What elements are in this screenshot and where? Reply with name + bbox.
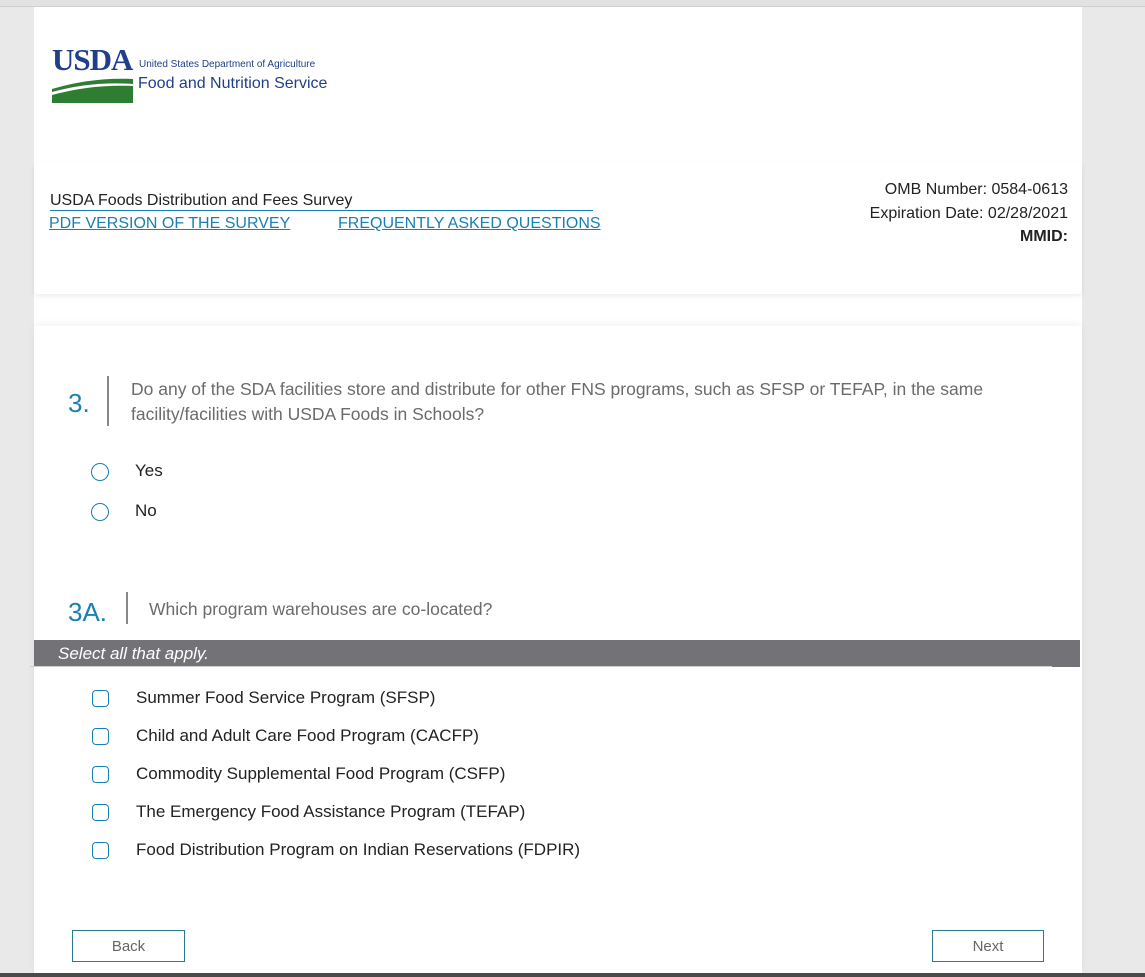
logo-department: United States Department of Agriculture (139, 59, 316, 70)
option-cacfp[interactable] (92, 728, 612, 754)
option-tefap[interactable] (92, 804, 612, 830)
option-label: Yes (135, 461, 163, 480)
fdpir-checkbox[interactable] (92, 842, 109, 859)
pdf-version-link[interactable]: PDF VERSION OF THE SURVEY (49, 215, 291, 232)
option-fdpir[interactable] (92, 842, 652, 868)
expiration-date: Expiration Date: 02/28/2021 (869, 205, 1068, 222)
question-3-number: 3. (68, 388, 90, 418)
logo-acronym: USDA (52, 42, 133, 77)
option-csfp[interactable] (92, 766, 612, 792)
yes-radio[interactable] (91, 463, 109, 481)
option-sfsp[interactable] (92, 690, 612, 716)
option-yes[interactable] (91, 463, 291, 489)
question-3-text: Do any of the SDA facilities store and distribute for other FNS programs, such as SFSP or TEFAP, in the same facility/facilities with USDA Foods in Schools? (131, 379, 984, 424)
option-label: The Emergency Food Assistance Program (TEFAP) (136, 802, 526, 821)
option-label: No (135, 501, 157, 520)
question-3-divider (107, 376, 109, 426)
question-3a-number: 3A. (68, 597, 108, 627)
sfsp-checkbox[interactable] (92, 690, 109, 707)
browser-top-edge (0, 0, 1145, 7)
option-no[interactable] (91, 503, 291, 529)
instruction-text: Select all that apply. (58, 644, 209, 663)
survey-header (34, 162, 1082, 294)
back-button[interactable]: Back (72, 930, 185, 962)
survey-title: USDA Foods Distribution and Fees Survey (50, 192, 593, 211)
instruction-bar (34, 640, 1080, 667)
mmid-label: MMID: (1020, 228, 1068, 245)
no-radio[interactable] (91, 503, 109, 521)
window-bottom-edge (0, 973, 1145, 977)
logo-agency: Food and Nutrition Service (138, 75, 328, 92)
option-label: Food Distribution Program on Indian Reservations (FDPIR) (136, 840, 581, 859)
usda-logo (52, 44, 352, 106)
option-label: Summer Food Service Program (SFSP) (136, 688, 436, 707)
option-label: Commodity Supplemental Food Program (CSFP) (136, 764, 506, 783)
omb-number: OMB Number: 0584-0613 (884, 181, 1068, 198)
faq-link[interactable]: FREQUENTLY ASKED QUESTIONS (338, 215, 601, 232)
instruction-divider (30, 666, 1052, 667)
question-3a-text: Which program warehouses are co-located? (149, 599, 493, 619)
csfp-checkbox[interactable] (92, 766, 109, 783)
question-3a-divider (126, 592, 128, 624)
cacfp-checkbox[interactable] (92, 728, 109, 745)
field-icon (52, 75, 133, 103)
option-label: Child and Adult Care Food Program (CACFP) (136, 726, 479, 745)
tefap-checkbox[interactable] (92, 804, 109, 821)
next-button[interactable]: Next (932, 930, 1044, 962)
